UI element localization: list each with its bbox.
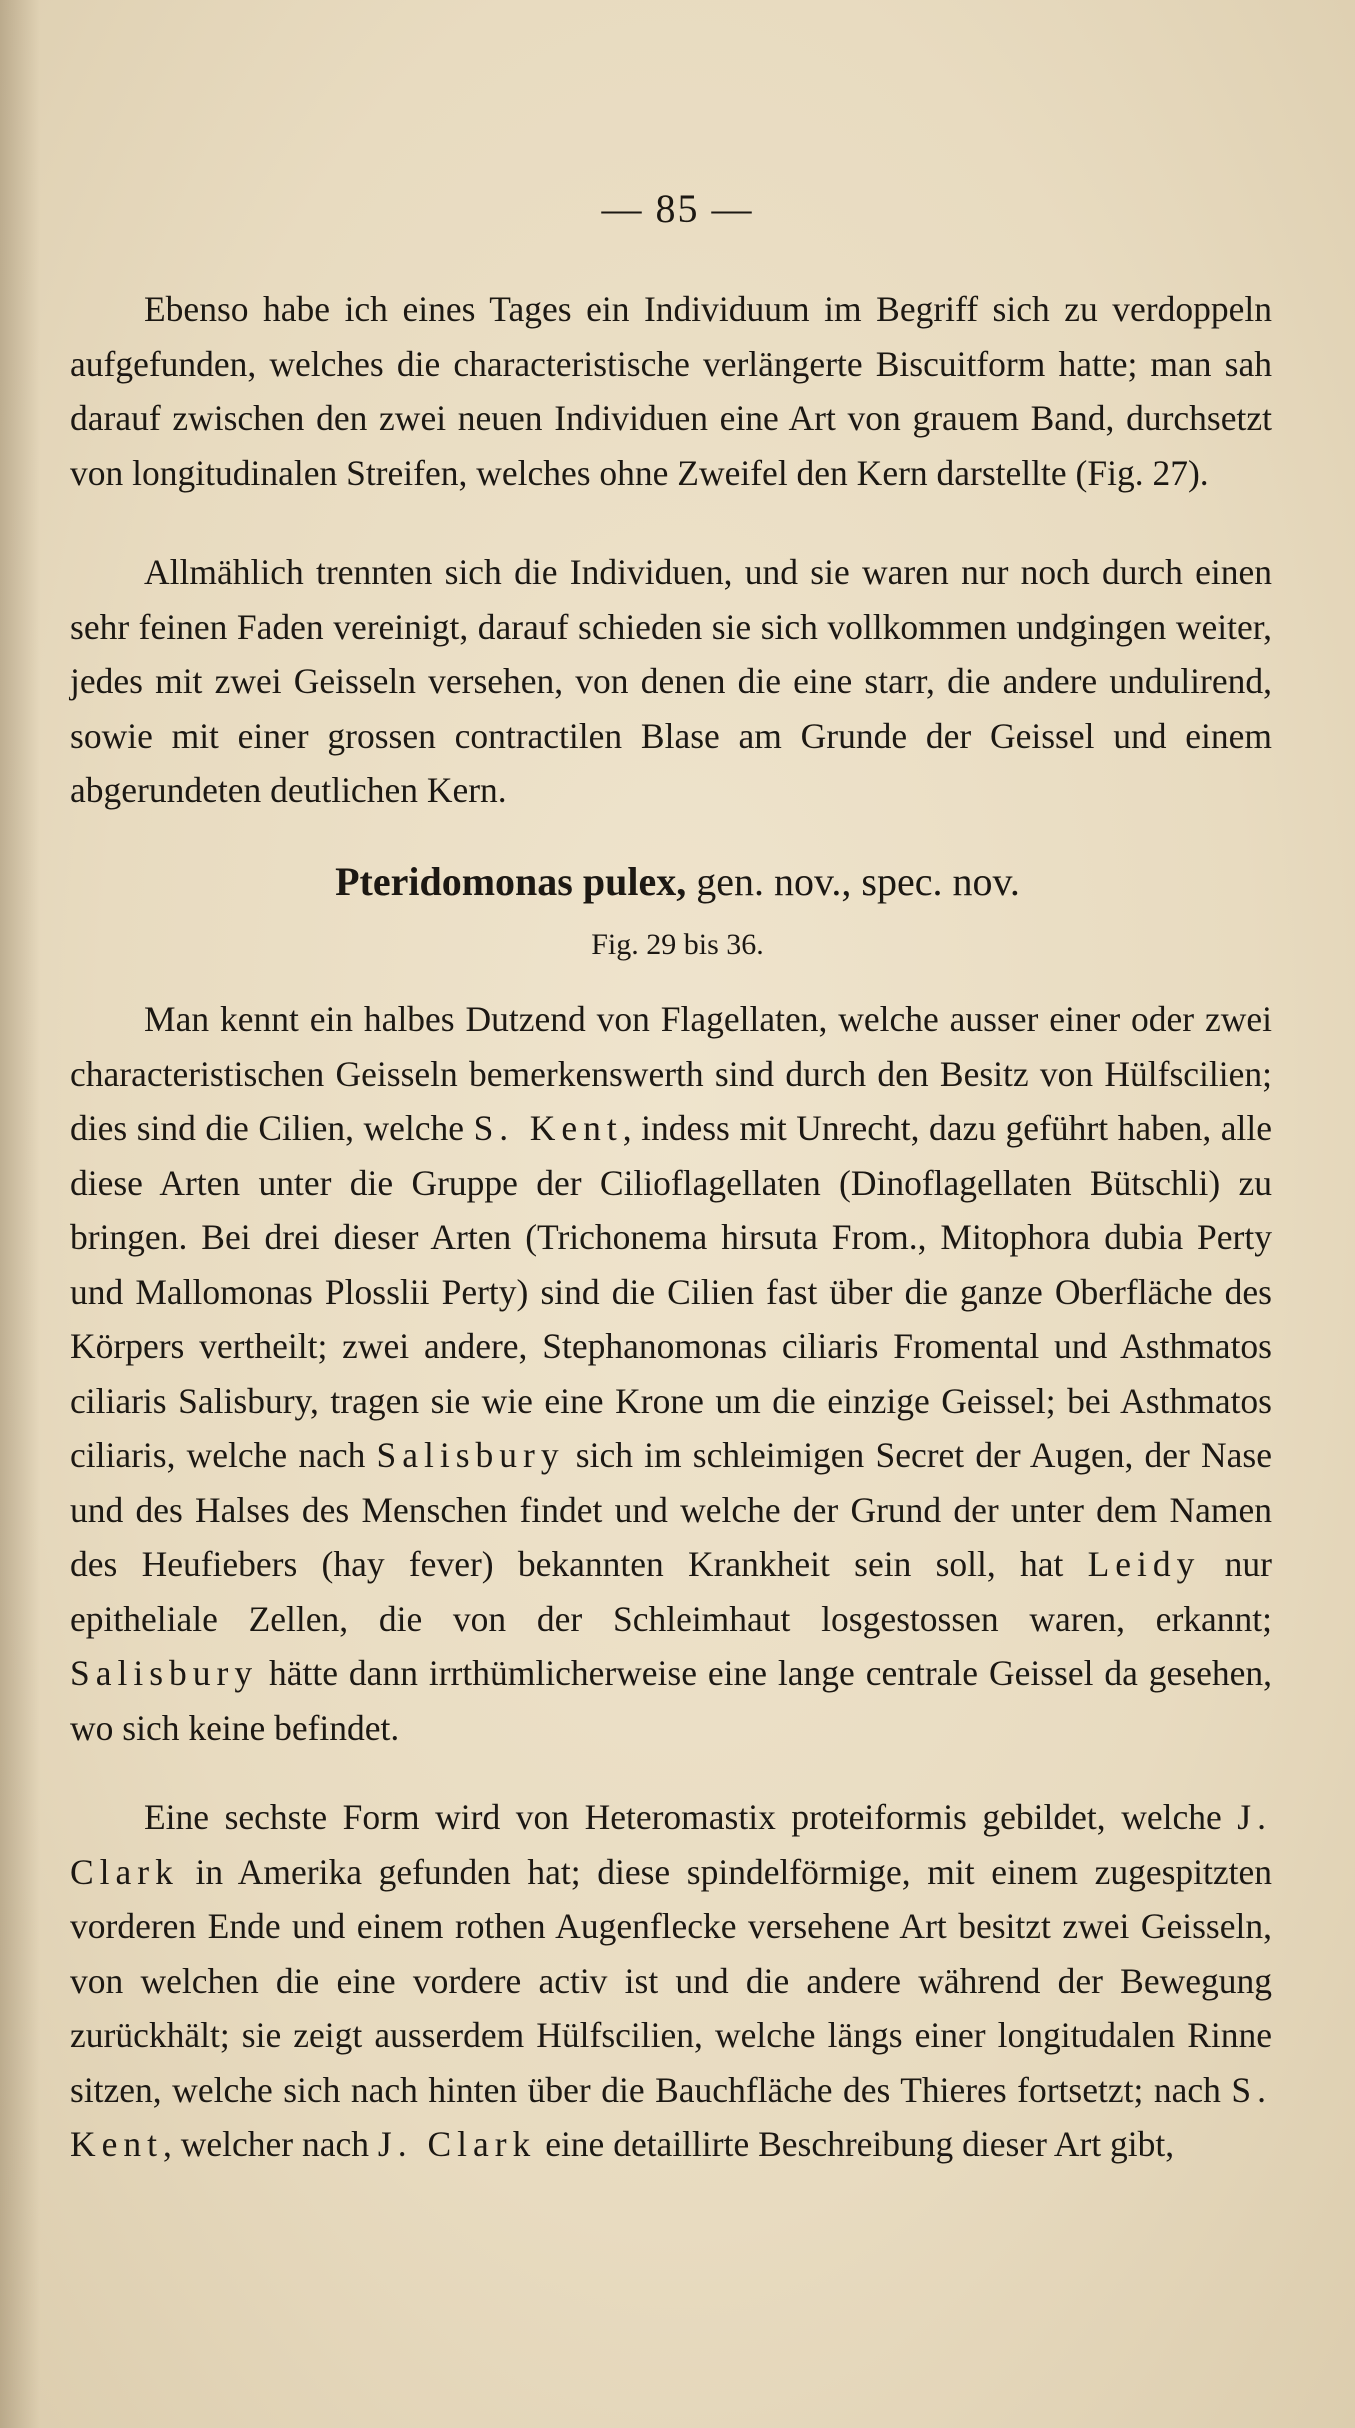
author-name: Salisbury bbox=[376, 1435, 565, 1475]
figure-reference: Fig. 29 bis 36. bbox=[591, 928, 764, 961]
text-run: , indess mit Unrecht, dazu geführt haben, alle diese Arten unter die Gruppe der Cilioflagellaten (Dinoflagellaten Bütschli) zu bringen. Bei drei dieser Arten (Trichonema hirsuta From., Mitophora dubia Perty und Mallomonas Plosslii Perty) sind die Cilien fast über die ganze Oberfläche des Körpers vertheilt; zwei andere, Stephanomonas ciliaris Fromental und Asthmatos ciliaris Salisbury, tragen sie wie eine Krone um die einzige Geissel; bei Asthmatos ciliaris, welche nach bbox=[70, 1108, 1273, 1475]
paragraph-text: Allmählich trennten sich die Individuen, und sie waren nur noch durch einen sehr feinen Faden vereinigt, darauf schieden sie sich vollkommen undgingen weiter, jedes mit zwei Geisseln versehen, von denen die eine starr, die andere undulirend, sowie mit einer grossen contractilen Blase am Grunde der Geissel und einem abgerundeten deutlichen Kern. bbox=[70, 552, 1272, 810]
text-run: hätte dann irrthümlicherweise eine lange centrale Geissel da gesehen, wo sich keine befindet. bbox=[70, 1653, 1272, 1748]
text-run: in Amerika gefunden hat; diese spindelförmige, mit einem zugespitzten vorderen Ende und einem rothen Augenflecke versehene Art besitzt zwei Geisseln, von welchen die eine vordere activ ist und die andere während der Bewegung zurückhält; sie zeigt ausserdem Hülfscilien, welche längs einer longitudalen Rinne sitzen, welche sich nach hinten über die Bauchfläche des Thieres fortsetzt; nach bbox=[70, 1851, 1272, 2110]
text-run: sich im schleimigen Secret der Augen, der Nase und des Halses des Menschen findet und welche der Grund der unter dem Namen des Heufiebers (hay fever) bekannten Krankheit sein soll, hat bbox=[70, 1435, 1272, 1584]
paragraph-heteromastix bbox=[70, 1790, 1272, 2172]
page-number: — 85 — bbox=[601, 186, 754, 231]
paragraph-text: Ebenso habe ich eines Tages ein Individuum im Begriff sich zu verdoppeln aufgefunden, welches die characteristische verlängerte Biscuitform hatte; man sah darauf zwischen den zwei neuen Individuen eine Art von grauem Band, durchsetzt von longitudinalen Streifen, welches ohne Zweifel den Kern darstellte (Fig. 27). bbox=[70, 289, 1272, 493]
text-run: nur epitheliale Zellen, die von der Schleimhaut losgestossen waren, erkannt; bbox=[70, 1544, 1272, 1639]
text-run: Man kennt ein halbes Dutzend von Flagellaten, welche ausser einer oder zwei characteristischen Geisseln bemerkenswerth sind durch den Besitz von Hülfscilien; dies sind die Cilien, welche bbox=[70, 999, 1272, 1148]
author-name: S. Kent bbox=[70, 2069, 1272, 2164]
text-run: , welcher nach bbox=[163, 2124, 378, 2164]
author-name: J. Clark bbox=[377, 2124, 537, 2164]
section-heading bbox=[0, 858, 1355, 905]
author-name: J. Clark bbox=[70, 1797, 1272, 1892]
author-name: Salisbury bbox=[70, 1653, 259, 1693]
paragraph-separation bbox=[70, 545, 1272, 818]
paragraph-biscuit-form bbox=[70, 282, 1272, 500]
taxonomy-note: gen. nov., spec. nov. bbox=[686, 859, 1020, 904]
author-name: Leidy bbox=[1087, 1544, 1201, 1584]
species-name: Pteridomonas pulex, bbox=[335, 859, 687, 904]
text-run: eine detaillirte Beschreibung dieser Art gibt, bbox=[536, 2124, 1175, 2164]
paragraph-flagellates bbox=[70, 992, 1272, 1755]
paragraph-text bbox=[70, 1790, 1272, 2172]
paragraph-text bbox=[70, 992, 1272, 1755]
page-binding-shadow bbox=[0, 0, 40, 2428]
text-run: Eine sechste Form wird von Heteromastix proteiformis gebildet, welche bbox=[144, 1797, 1238, 1837]
author-name: S. Kent bbox=[473, 1108, 623, 1148]
